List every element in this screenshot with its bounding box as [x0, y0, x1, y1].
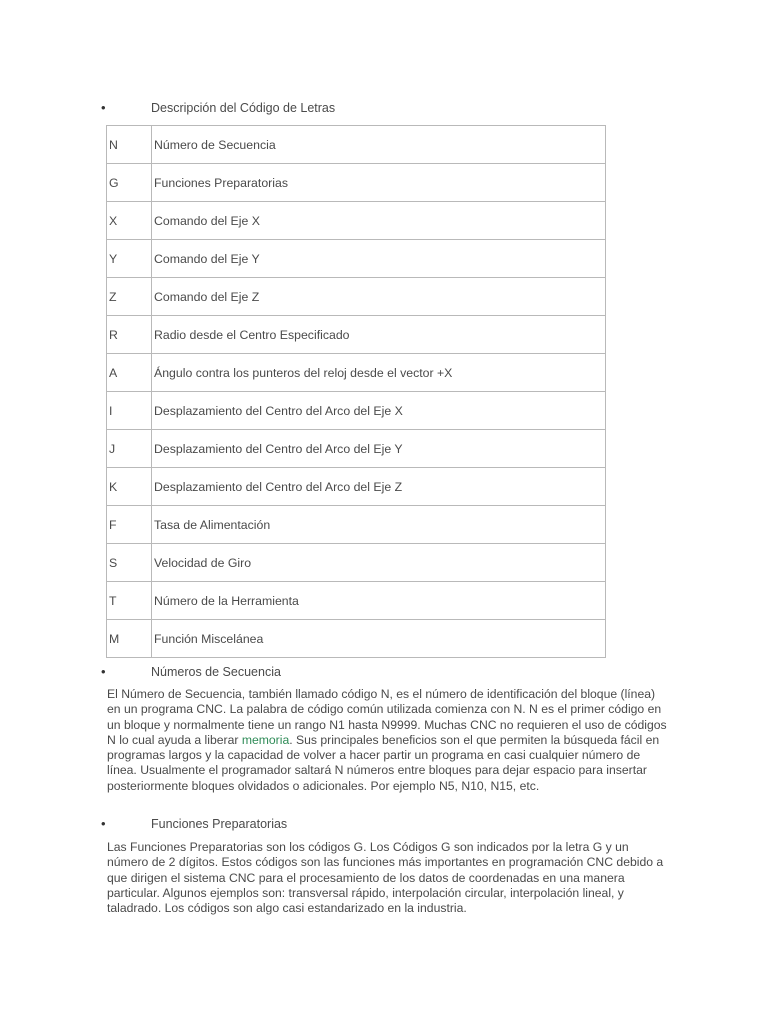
table-row	[107, 278, 606, 316]
table-row	[107, 468, 606, 506]
paragraph-text: . Sus principales beneficios son el que permiten la búsqueda fácil en programas largos y la capacidad de volver a hacer partir un programa en casi cualquier número de línea. Usualmente el programador saltará N números entre bloques para dejar espacio para insertar posteriormente bloques olvidados o adicionales. Por ejemplo N5, N10, N15, etc.	[107, 732, 660, 793]
code-letter: Z	[107, 278, 152, 316]
code-description: Comando del Eje X	[152, 202, 606, 240]
code-description: Número de la Herramienta	[152, 582, 606, 620]
code-description: Comando del Eje Y	[152, 240, 606, 278]
letter-code-table	[106, 125, 606, 658]
code-description: Función Miscelánea	[152, 620, 606, 658]
bullet-icon: •	[101, 816, 106, 831]
code-letter: S	[107, 544, 152, 582]
code-description: Número de Secuencia	[152, 126, 606, 164]
table-row	[107, 392, 606, 430]
table-row	[107, 430, 606, 468]
section-title: Descripción del Código de Letras	[151, 101, 336, 115]
code-letter: M	[107, 620, 152, 658]
bullet-icon: •	[101, 664, 106, 679]
code-description: Comando del Eje Z	[152, 278, 606, 316]
code-description: Radio desde el Centro Especificado	[152, 316, 606, 354]
table-row	[107, 240, 606, 278]
memoria-link[interactable]: memoria	[241, 732, 290, 747]
code-letter: I	[107, 392, 152, 430]
code-description: Desplazamiento del Centro del Arco del Eje Y	[152, 430, 606, 468]
table-row	[107, 316, 606, 354]
table-row	[107, 544, 606, 582]
code-letter: G	[107, 164, 152, 202]
code-description: Ángulo contra los punteros del reloj desde el vector +X	[152, 354, 606, 392]
code-description: Desplazamiento del Centro del Arco del Eje Z	[152, 468, 606, 506]
code-letter: F	[107, 506, 152, 544]
code-description: Velocidad de Giro	[152, 544, 606, 582]
code-letter: A	[107, 354, 152, 392]
code-letter: N	[107, 126, 152, 164]
code-letter: Y	[107, 240, 152, 278]
table-row	[107, 354, 606, 392]
code-letter: J	[107, 430, 152, 468]
table-row	[107, 126, 606, 164]
code-description: Tasa de Alimentación	[152, 506, 606, 544]
paragraph-text: El Número de Secuencia, también llamado código N, es el número de identificación del bloque (línea) en un programa CNC. La palabra de código común utilizada comienza con N. N es el primer código en un bloque y normalmente tiene un rango N1 hasta N9999. Muchas CNC no requieren el uso de códigos N lo cual ayuda a liberar	[107, 687, 667, 747]
code-description: Desplazamiento del Centro del Arco del Eje X	[152, 392, 606, 430]
table-row	[107, 582, 606, 620]
code-letter: T	[107, 582, 152, 620]
table-row	[107, 202, 606, 240]
section-title: Funciones Preparatorias	[151, 817, 288, 831]
table-row	[107, 164, 606, 202]
code-letter: K	[107, 468, 152, 506]
bullet-icon: •	[101, 100, 106, 115]
section-title: Números de Secuencia	[151, 665, 281, 679]
preparatory-functions-paragraph: Las Funciones Preparatorias son los códigos G. Los Códigos G son indicados por la letra G y un número de 2 dígitos. Estos códigos son las funciones más importantes en programación CNC debido a que dirigen el sistema CNC para el procesamiento de los datos de coordenadas en una manera particular. Algunos ejemplos son: transversal rápido, interpolación circular, interpolación lineal, y taladrado. Los códigos son algo casi estandarizado en la industria.	[107, 840, 664, 916]
code-letter: R	[107, 316, 152, 354]
table-row	[107, 620, 606, 658]
code-description: Funciones Preparatorias	[152, 164, 606, 202]
table-row	[107, 506, 606, 544]
code-letter: X	[107, 202, 152, 240]
sequence-numbers-paragraph	[107, 687, 667, 794]
